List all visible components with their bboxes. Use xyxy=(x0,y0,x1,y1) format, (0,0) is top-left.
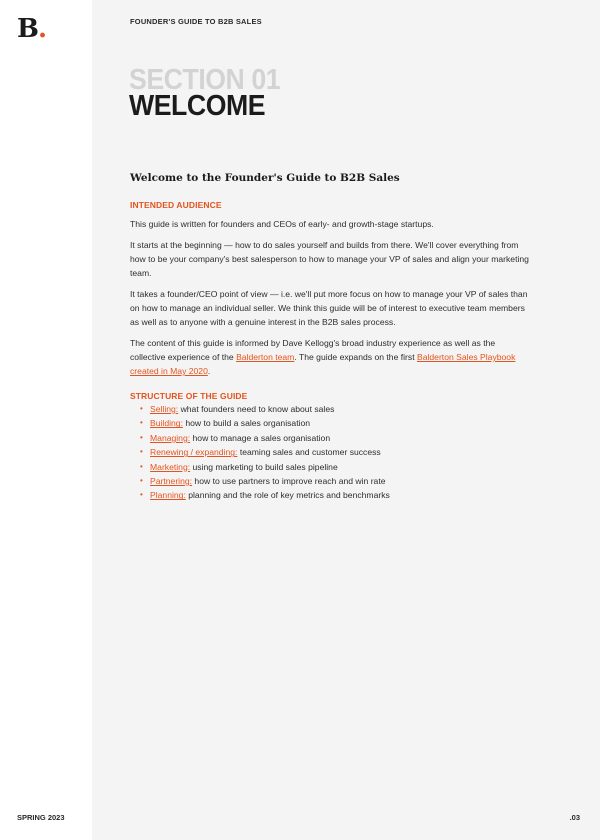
structure-item-text: how to use partners to improve reach and win rate xyxy=(192,476,386,487)
bullet-icon: • xyxy=(140,490,143,500)
bullet-icon: • xyxy=(140,461,143,471)
structure-item-planning xyxy=(140,488,530,502)
balderton-logo xyxy=(17,16,46,42)
managing-link[interactable]: Managing: xyxy=(150,432,191,443)
logo-letter: B xyxy=(17,14,38,44)
structure-item-text: how to build a sales organisation xyxy=(182,418,311,429)
paragraph-text: . xyxy=(207,366,211,376)
structure-item-text: what founders need to know about sales xyxy=(178,404,335,414)
paragraph-overview: It starts at the beginning — how to do sales yourself and builds from there. We'll cover everything from how to be your company's best salesperson to how to manage your VP of sales and align your marketing team. xyxy=(130,240,529,278)
planning-link[interactable]: Planning: xyxy=(150,490,186,501)
renewing-expanding-link[interactable]: Renewing / expanding: xyxy=(150,447,238,458)
structure-list xyxy=(130,402,530,503)
sales-playbook-link[interactable]: Balderton Sales Playbook created in May 2020 xyxy=(130,352,516,376)
structure-item-selling xyxy=(140,402,530,416)
bullet-icon: • xyxy=(140,476,143,486)
bullet-icon: • xyxy=(140,418,143,428)
section-number: SECTION 01 xyxy=(129,64,281,96)
bullet-icon: • xyxy=(140,404,143,413)
structure-item-marketing xyxy=(140,460,530,474)
structure-label: STRUCTURE OF THE GUIDE xyxy=(130,391,248,401)
structure-item-partnering xyxy=(140,474,530,488)
selling-link[interactable]: Selling: xyxy=(150,404,179,414)
lead-heading: Welcome to the Founder's Guide to B2B Sales xyxy=(130,172,400,184)
structure-item-managing xyxy=(140,431,530,445)
building-link[interactable]: Building: xyxy=(150,418,183,429)
left-margin-column xyxy=(0,0,92,840)
structure-item-text: teaming sales and customer success xyxy=(237,447,381,458)
structure-item-building xyxy=(140,416,530,430)
partnering-link[interactable]: Partnering: xyxy=(150,476,193,487)
paragraph-point-of-view: It takes a founder/CEO point of view — i.e. we'll put more focus on how to manage your VP of sales than on how to manage an individual seller. We think this guide will be of interest to executive team members as well as to anyone with a genuine interest in the B2B sales process. xyxy=(130,289,528,327)
structure-item-text: using marketing to build sales pipeline xyxy=(190,461,338,472)
main-content xyxy=(130,172,530,503)
paragraph-text: . The guide expands on the first xyxy=(294,352,417,362)
structure-item-renewing xyxy=(140,445,530,459)
paragraph-content-source xyxy=(130,336,530,378)
page-number: .03 xyxy=(569,813,580,822)
bullet-icon: • xyxy=(140,432,143,442)
intended-audience-label: INTENDED AUDIENCE xyxy=(130,200,222,210)
logo-dot: . xyxy=(37,14,47,44)
structure-item-text: planning and the role of key metrics and benchmarks xyxy=(185,490,390,501)
structure-item-text: how to manage a sales organisation xyxy=(190,432,331,443)
marketing-link[interactable]: Marketing: xyxy=(150,461,191,472)
paragraph-audience: This guide is written for founders and CEOs of early- and growth-stage startups. xyxy=(130,219,434,229)
paragraph-text: The content of this guide is informed by Dave Kellogg's broad industry experience as well as the collective experience of the xyxy=(130,338,496,362)
balderton-team-link[interactable]: Balderton team xyxy=(236,352,295,362)
section-title: WELCOME xyxy=(129,90,266,122)
footer-edition: SPRING 2023 xyxy=(17,813,65,822)
bullet-icon: • xyxy=(140,447,143,457)
running-header: FOUNDER'S GUIDE TO B2B SALES xyxy=(130,17,262,26)
